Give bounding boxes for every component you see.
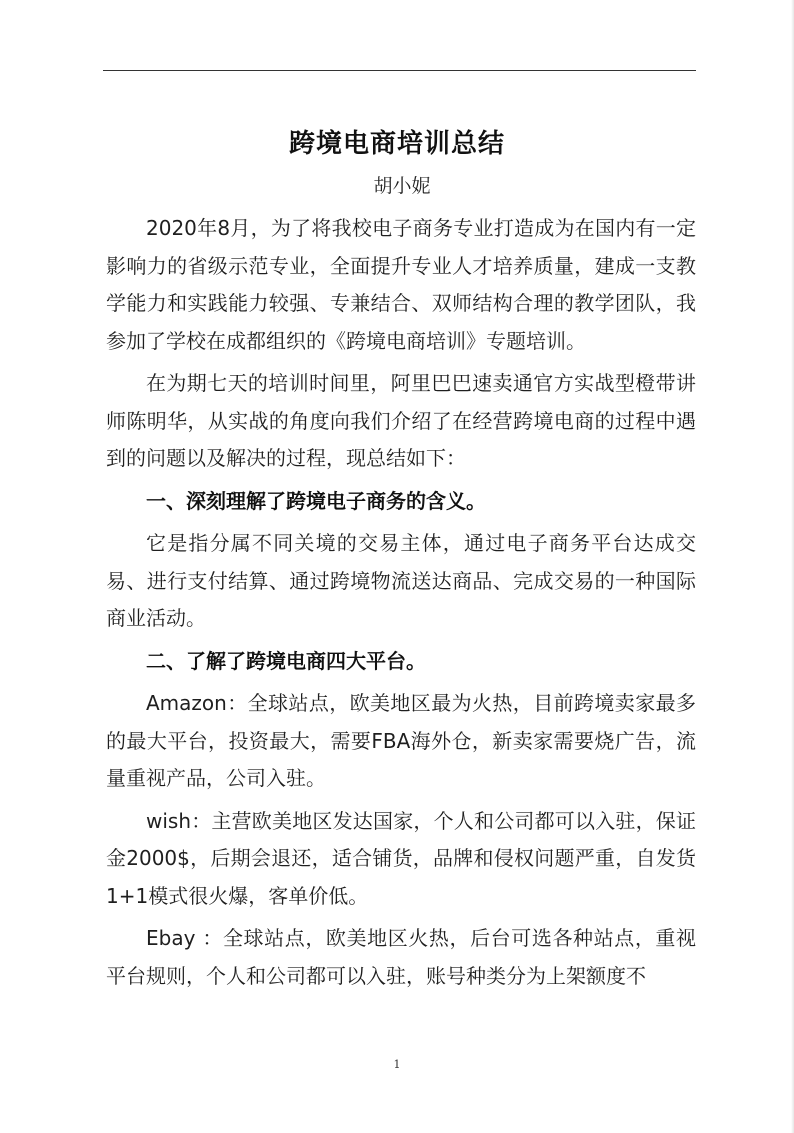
paragraph-definition: 它是指分属不同关境的交易主体，通过电子商务平台达成交易、进行支付结算、通过跨境物流送达商品、完成交易的一种国际商业活动。	[106, 531, 696, 630]
paragraph-wish: wish：主营欧美地区发达国家，个人和公司都可以入驻，保证金2000$，后期会退还，适合铺货，品牌和侵权问题严重，自发货1+1模式很火爆，客单价低。	[106, 808, 696, 908]
header-rule	[103, 70, 696, 71]
section-heading-1: 一、深刻理解了跨境电子商务的含义。	[146, 488, 486, 513]
paragraph-training: 在为期七天的培训时间里，阿里巴巴速卖通官方实战型橙带讲师陈明华，从实战的角度向我们介绍了在经营跨境电商的过程中遇到的问题以及解决的过程，现总结如下：	[106, 371, 696, 470]
paragraph-intro: 2020年8月，为了将我校电子商务专业打造成为在国内有一定影响力的省级示范专业，全面提升专业人才培养质量，建成一支教学能力和实践能力较强、专兼结合、双师结构合理的教学团队，我参加了学校在成都组织的《跨境电商培训》专题培训。	[106, 216, 696, 353]
paragraph-ebay: Ebay ：全球站点，欧美地区火热，后台可选各种站点，重视平台规则，个人和公司都可以入驻，账号种类分为上架额度不	[106, 926, 696, 988]
document-body	[106, 210, 696, 1000]
document-title: 跨境电商培训总结	[288, 129, 505, 159]
document-author: 胡小妮	[373, 175, 431, 197]
section-heading-2: 二、了解了跨境电商四大平台。	[146, 648, 426, 673]
paragraph-amazon: Amazon：全球站点，欧美地区最为火热，目前跨境卖家最多的最大平台，投资最大，需要FBA海外仓，新卖家需要烧广告，流量重视产品，公司入驻。	[106, 691, 696, 790]
page-number: 1	[393, 1058, 401, 1071]
